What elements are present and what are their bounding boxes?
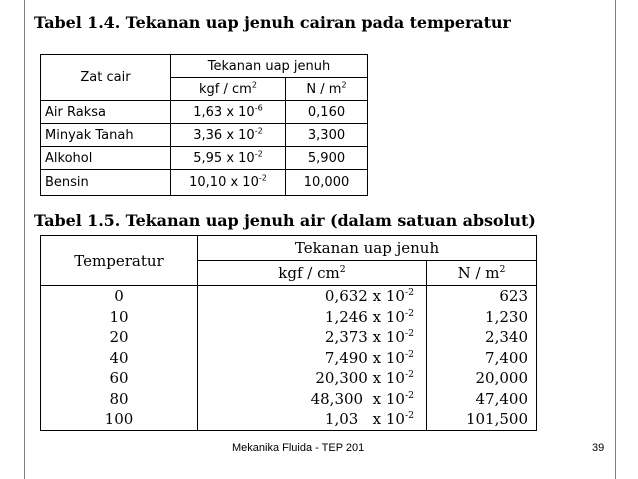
value-exponent: -2 <box>404 389 414 401</box>
value-mantissa: 1,63 x 10 <box>193 104 255 120</box>
value-mantissa: 48,300 x 10 <box>310 389 405 408</box>
unit-exponent: 2 <box>499 264 506 275</box>
table-row <box>41 147 368 170</box>
value-exponent: -2 <box>404 328 414 340</box>
table-cell-temp: 100 <box>41 409 198 430</box>
value-mantissa: 0,632 x 10 <box>324 287 405 306</box>
table1-header-group: Tekanan uap jenuh <box>171 55 368 78</box>
table-row <box>41 368 537 389</box>
value-mantissa: 3,36 x 10 <box>193 127 255 143</box>
table-cell-kgf <box>198 327 427 348</box>
unit-text: kgf / cm <box>199 81 252 97</box>
table-cell-temp: 0 <box>41 286 198 307</box>
value-mantissa: 10,10 x 10 <box>189 175 259 190</box>
table-cell-nm: 2,340 <box>427 327 537 348</box>
table-row <box>41 348 537 369</box>
table1-header-row <box>41 55 368 78</box>
table2-header-temperatur: Temperatur <box>41 236 198 286</box>
value-exponent: -2 <box>404 369 414 381</box>
value-exponent: -2 <box>258 173 267 183</box>
value-exponent: -2 <box>254 149 263 159</box>
table-cell-name: Bensin <box>41 170 171 196</box>
footer-course-title: Mekanika Fluida - TEP 201 <box>232 442 365 454</box>
table-cell-kgf <box>198 389 427 410</box>
table-cell-nm: 7,400 <box>427 348 537 369</box>
table-cell-nm: 1,230 <box>427 307 537 328</box>
table-cell-temp: 10 <box>41 307 198 328</box>
value-mantissa: 20,300 x 10 <box>315 369 405 388</box>
table-row <box>41 286 537 307</box>
table-cell-kgf <box>198 348 427 369</box>
table-cell-temp: 40 <box>41 348 198 369</box>
table2 <box>40 235 537 431</box>
table2-unit-nm <box>427 261 537 286</box>
table-row <box>41 170 368 196</box>
table-cell-kgf <box>198 307 427 328</box>
table-cell-nm: 3,300 <box>286 124 368 147</box>
table-cell-name: Alkohol <box>41 147 171 170</box>
table-cell-nm: 5,900 <box>286 147 368 170</box>
page-number: 39 <box>592 442 605 454</box>
value-mantissa: 1,03 x 10 <box>324 410 405 429</box>
table-cell-temp: 80 <box>41 389 198 410</box>
unit-text: N / m <box>306 81 342 97</box>
table1-header-zat-cair: Zat cair <box>41 55 171 101</box>
table-cell-kgf <box>171 101 286 124</box>
table-cell-kgf <box>198 409 427 430</box>
table1-unit-nm <box>286 78 368 101</box>
table-cell-kgf <box>171 170 286 196</box>
value-exponent: -6 <box>254 103 263 113</box>
table-row <box>41 409 537 430</box>
table-cell-temp: 60 <box>41 368 198 389</box>
unit-exponent: 2 <box>341 80 347 90</box>
table-row <box>41 307 537 328</box>
table-cell-nm: 0,160 <box>286 101 368 124</box>
table2-header-group: Tekanan uap jenuh <box>198 236 537 261</box>
value-exponent: -2 <box>404 348 414 360</box>
left-margin-line <box>24 0 25 479</box>
value-exponent: -2 <box>404 410 414 422</box>
value-exponent: -2 <box>404 307 414 319</box>
table-row <box>41 389 537 410</box>
table2-unit-kgf <box>198 261 427 286</box>
table-cell-nm: 101,500 <box>427 409 537 430</box>
value-exponent: -2 <box>404 287 414 299</box>
table-row <box>41 101 368 124</box>
value-mantissa: 7,490 x 10 <box>324 348 405 367</box>
table-cell-name: Air Raksa <box>41 101 171 124</box>
table-cell-temp: 20 <box>41 327 198 348</box>
table-row <box>41 124 368 147</box>
table-cell-nm: 20,000 <box>427 368 537 389</box>
value-mantissa: 2,373 x 10 <box>324 328 405 347</box>
table-cell-kgf <box>171 124 286 147</box>
table-cell-kgf <box>198 368 427 389</box>
table-cell-nm: 10,000 <box>286 170 368 196</box>
table2-caption: Tabel 1.5. Tekanan uap jenuh air (dalam satuan absolut) <box>34 211 536 230</box>
table1 <box>40 54 368 196</box>
table1-unit-kgf <box>171 78 286 101</box>
value-mantissa: 5,95 x 10 <box>193 150 255 166</box>
table-cell-name: Minyak Tanah <box>41 124 171 147</box>
value-mantissa: 1,246 x 10 <box>324 307 405 326</box>
table-cell-kgf <box>171 147 286 170</box>
table1-caption: Tabel 1.4. Tekanan uap jenuh cairan pada temperatur <box>34 13 511 32</box>
right-margin-line <box>615 0 616 479</box>
table-row <box>41 327 537 348</box>
unit-exponent: 2 <box>251 80 257 90</box>
unit-text: kgf / cm <box>278 264 340 282</box>
table2-header-row <box>41 236 537 261</box>
table-cell-nm: 47,400 <box>427 389 537 410</box>
unit-text: N / m <box>457 264 500 282</box>
table-cell-nm: 623 <box>427 286 537 307</box>
unit-exponent: 2 <box>339 264 346 275</box>
value-exponent: -2 <box>254 126 263 136</box>
table-cell-kgf <box>198 286 427 307</box>
